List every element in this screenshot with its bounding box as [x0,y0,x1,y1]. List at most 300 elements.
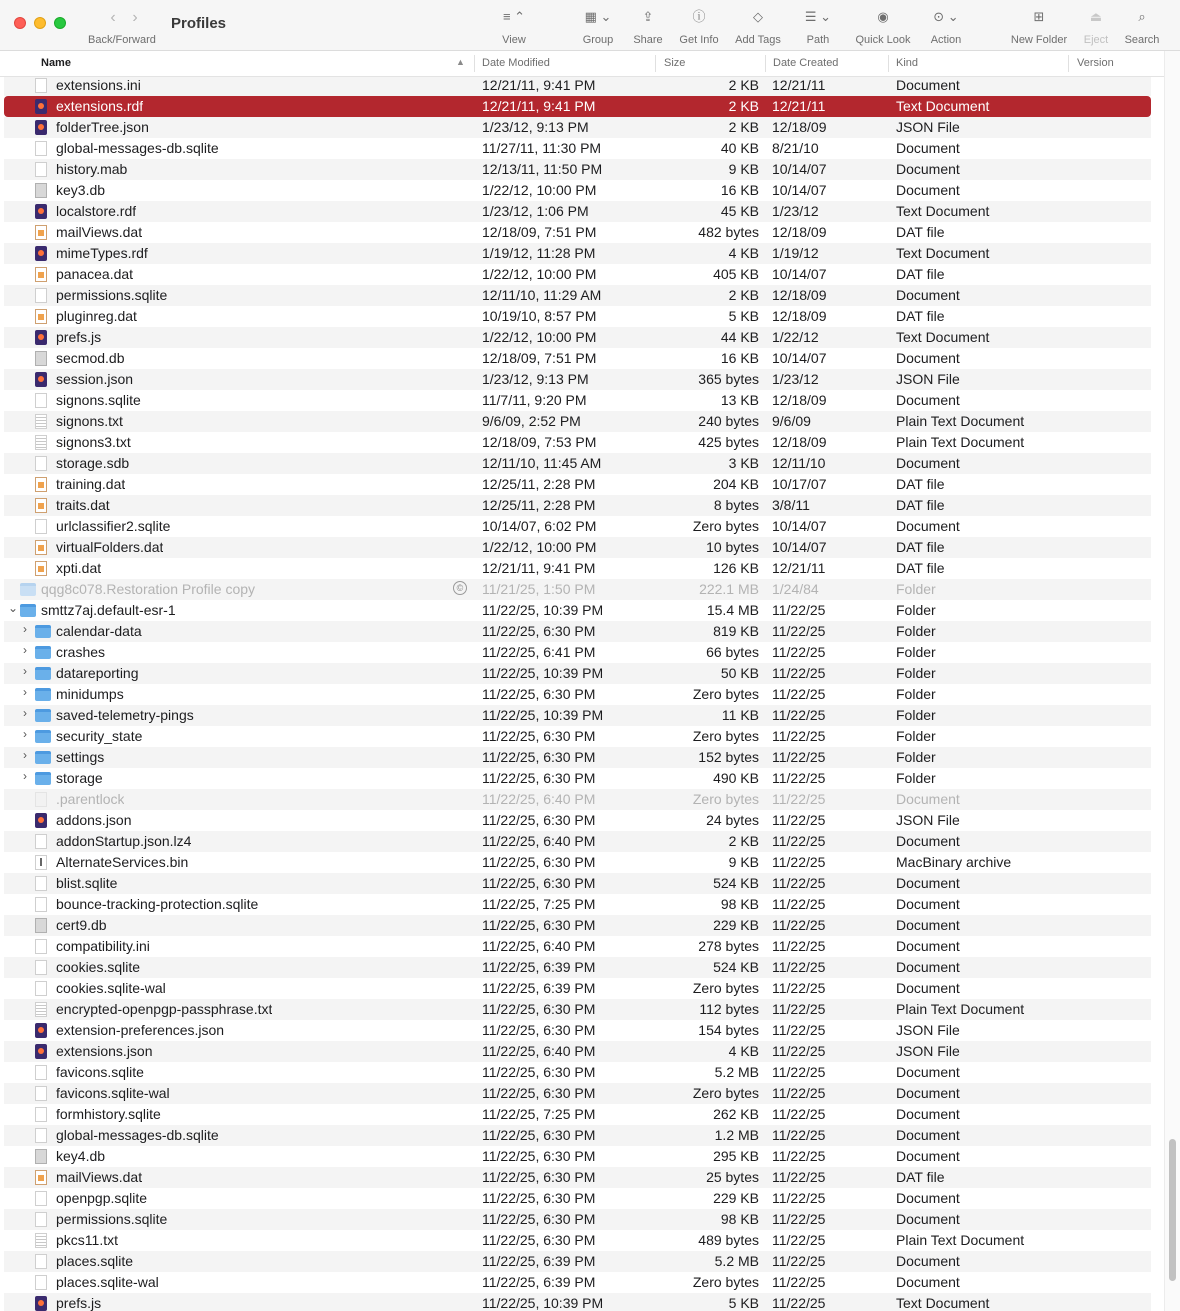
date-modified: 12/21/11, 9:41 PM [482,98,596,114]
file-name: encrypted-openpgp-passphrase.txt [56,1001,273,1017]
file-size: 50 KB [720,665,759,681]
file-kind: Text Document [896,245,990,261]
date-modified: 11/22/25, 6:30 PM [482,1148,596,1164]
file-row[interactable] [4,1293,1151,1311]
file-icon [35,141,47,156]
file-row[interactable] [4,999,1151,1020]
date-created: 3/8/11 [772,497,810,513]
file-row[interactable] [4,1104,1151,1125]
date-created: 11/22/25 [772,707,826,723]
date-created: 11/22/25 [772,854,826,870]
file-size: 9 KB [728,161,759,177]
file-size: 45 KB [720,203,759,219]
search-icon: ⌕ [1138,9,1146,24]
file-kind: JSON File [896,371,960,387]
date-modified: 11/22/25, 6:40 PM [482,938,596,954]
date-created: 11/22/25 [772,917,826,933]
tag-icon: ◇ [753,9,763,24]
file-kind: JSON File [896,1043,960,1059]
toolbar [0,0,1180,51]
file-kind: JSON File [896,1022,960,1038]
column-version[interactable]: Version [1077,57,1114,69]
file-name: crashes [56,644,106,660]
date-modified: 1/23/12, 1:06 PM [482,203,589,219]
file-name: qqg8c078.Restoration Profile copy [41,581,256,597]
date-modified: 1/22/12, 10:00 PM [482,329,597,345]
file-name: history.mab [56,161,128,177]
file-size: 819 KB [713,623,759,639]
file-size: 16 KB [720,182,759,198]
disclosure-collapsed-icon[interactable]: › [23,685,27,699]
date-modified: 11/22/25, 6:30 PM [482,917,596,933]
file-icon [35,288,47,303]
file-size: 8 bytes [713,497,759,513]
column-size[interactable]: Size [664,57,686,69]
date-modified: 12/18/09, 7:51 PM [482,224,597,240]
file-name: global-messages-db.sqlite [56,140,219,156]
file-kind: DAT file [896,497,945,513]
file-kind: DAT file [896,224,945,240]
date-modified: 11/22/25, 6:30 PM [482,1001,596,1017]
file-kind: Text Document [896,1295,990,1311]
folder-row[interactable] [4,747,1151,768]
file-row[interactable] [4,453,1151,474]
file-row[interactable] [4,1020,1151,1041]
folder-row[interactable] [4,621,1151,642]
file-name: xpti.dat [56,560,102,576]
file-row[interactable] [4,77,1151,96]
file-kind: JSON File [896,119,960,135]
date-modified: 11/22/25, 7:25 PM [482,896,596,912]
file-name: bounce-tracking-protection.sqlite [56,896,259,912]
file-size: 278 bytes [698,938,759,954]
file-row[interactable] [4,1167,1151,1188]
file-row[interactable] [4,873,1151,894]
file-name: formhistory.sqlite [56,1106,161,1122]
file-row[interactable] [4,936,1151,957]
file-size: 5.2 MB [714,1253,759,1269]
file-icon [35,1254,47,1269]
file-kind: Document [896,1190,960,1206]
file-list [0,77,1164,1311]
file-icon [35,876,47,891]
file-icon [35,1107,47,1122]
folder-row[interactable] [4,726,1151,747]
file-row[interactable] [4,222,1151,243]
action-icon: ⊙ ⌄ [933,9,959,24]
file-size: 2 KB [728,77,759,93]
file-row[interactable] [4,138,1151,159]
file-row[interactable] [4,306,1151,327]
file-kind: Document [896,896,960,912]
date-modified: 11/22/25, 6:30 PM [482,1190,596,1206]
file-row[interactable] [4,894,1151,915]
file-name: mimeTypes.rdf [56,245,148,261]
window-title: Profiles [171,15,227,32]
folder-row[interactable] [4,600,1151,621]
path-button[interactable]: ☰ ⌄ Path [800,6,836,46]
file-name: prefs.js [56,1295,102,1311]
file-size: 425 bytes [698,434,759,450]
file-icon [35,1065,47,1080]
date-created: 10/14/07 [772,161,827,177]
disclosure-collapsed-icon[interactable]: › [23,727,27,741]
file-icon [35,162,47,177]
file-name: addons.json [56,812,132,828]
file-size: 365 bytes [698,371,759,387]
date-created: 12/18/09 [772,308,827,324]
file-row[interactable] [4,369,1151,390]
minimize-window-button[interactable] [34,17,46,29]
file-icon [35,1086,47,1101]
file-kind: DAT file [896,308,945,324]
file-row[interactable] [4,390,1151,411]
date-created: 11/22/25 [772,1001,826,1017]
file-size: 295 KB [713,1148,759,1164]
file-row[interactable] [4,957,1151,978]
file-name: .parentlock [56,791,125,807]
file-name: settings [56,749,105,765]
date-modified: 1/22/12, 10:00 PM [482,539,597,555]
back-icon[interactable]: ‹ [110,9,116,26]
file-name: panacea.dat [56,266,134,282]
info-icon: ⓘ [692,9,706,24]
date-modified: 11/22/25, 6:30 PM [482,875,596,891]
file-row[interactable] [4,432,1151,453]
file-size: 11 KB [721,707,759,723]
date-modified: 11/22/25, 6:40 PM [482,791,596,807]
folder-row[interactable] [4,579,1151,600]
file-name: localstore.rdf [56,203,137,219]
file-kind: Folder [896,644,936,660]
file-name: global-messages-db.sqlite [56,1127,219,1143]
file-icon [35,939,47,954]
date-created: 10/14/07 [772,182,827,198]
disclosure-collapsed-icon[interactable]: › [23,664,27,678]
date-created: 11/22/25 [772,1043,826,1059]
file-name: favicons.sqlite [56,1064,144,1080]
file-row[interactable] [4,264,1151,285]
file-kind: Plain Text Document [896,413,1025,429]
date-created: 11/22/25 [772,896,826,912]
file-icon [35,1296,47,1311]
file-row[interactable] [4,516,1151,537]
folder-icon [20,604,36,617]
file-size: 15.4 MB [706,602,759,618]
file-icon [35,246,47,261]
file-size: 24 bytes [706,812,759,828]
file-kind: DAT file [896,560,945,576]
file-icon [35,918,47,933]
disclosure-collapsed-icon[interactable]: › [23,769,27,783]
date-created: 1/24/84 [772,581,819,597]
file-row[interactable] [4,96,1151,117]
file-name: cookies.sqlite [56,959,141,975]
file-row[interactable] [4,789,1151,810]
forward-icon[interactable]: › [132,9,138,26]
file-row[interactable] [4,474,1151,495]
file-icon [35,225,47,240]
date-created: 11/22/25 [772,1211,826,1227]
file-name: places.sqlite-wal [56,1274,159,1290]
file-kind: Folder [896,707,936,723]
file-size: 240 bytes [698,413,759,429]
file-row[interactable] [4,1272,1151,1293]
file-icon [35,1023,47,1038]
date-created: 11/22/25 [772,749,826,765]
file-row[interactable] [4,348,1151,369]
file-kind: Document [896,455,960,471]
file-name: storage.sdb [56,455,130,471]
sort-ascending-icon[interactable]: ▲ [456,57,465,67]
file-kind: MacBinary archive [896,854,1012,870]
file-kind: Document [896,518,960,534]
file-icon [35,435,47,450]
file-row[interactable] [4,810,1151,831]
date-modified: 9/6/09, 2:52 PM [482,413,581,429]
file-row[interactable] [4,327,1151,348]
file-name: cookies.sqlite-wal [56,980,166,996]
file-row[interactable] [4,159,1151,180]
date-modified: 11/22/25, 6:39 PM [482,1274,596,1290]
group-button[interactable]: ▦ ⌄ Group [578,6,618,46]
file-kind: Document [896,1253,960,1269]
date-modified: 10/19/10, 8:57 PM [482,308,597,324]
folder-row[interactable] [4,705,1151,726]
file-name: prefs.js [56,329,102,345]
column-header [0,51,1164,77]
back-forward-label: Back/Forward [88,34,156,46]
file-row[interactable] [4,1251,1151,1272]
vertical-scrollbar[interactable] [1164,51,1180,1311]
new-folder-button[interactable]: ⊞ New Folder [1006,6,1072,46]
file-icon [35,981,47,996]
quick-look-button[interactable]: ◉ Quick Look [852,6,914,46]
file-kind: Folder [896,602,936,618]
date-modified: 11/22/25, 6:30 PM [482,1211,596,1227]
file-name: blist.sqlite [56,875,118,891]
date-modified: 11/27/11, 11:30 PM [482,140,602,156]
file-kind: Document [896,1064,960,1080]
file-name: minidumps [56,686,124,702]
file-size: Zero bytes [692,728,759,744]
date-created: 1/19/12 [772,245,819,261]
file-row[interactable] [4,1041,1151,1062]
file-kind: Document [896,980,960,996]
file-row[interactable] [4,411,1151,432]
date-modified: 11/22/25, 6:30 PM [482,1064,596,1080]
file-name: addonStartup.json.lz4 [56,833,192,849]
share-button[interactable]: ⇪ Share [628,6,668,46]
file-row[interactable] [4,831,1151,852]
column-name[interactable]: Name [41,57,71,69]
file-row[interactable] [4,1062,1151,1083]
date-modified: 1/22/12, 10:00 PM [482,182,597,198]
file-row[interactable] [4,1188,1151,1209]
date-modified: 11/22/25, 6:30 PM [482,1169,596,1185]
date-modified: 12/21/11, 9:41 PM [482,77,596,93]
file-size: Zero bytes [692,1085,759,1101]
file-row[interactable] [4,1209,1151,1230]
add-tags-button[interactable]: ◇ Add Tags [731,6,785,46]
file-name: extensions.json [56,1043,153,1059]
file-icon [35,540,47,555]
file-name: urlclassifier2.sqlite [56,518,171,534]
date-created: 11/22/25 [772,1064,826,1080]
file-kind: Document [896,791,960,807]
file-icon [35,78,47,93]
date-modified: 11/22/25, 6:39 PM [482,1253,596,1269]
file-kind: Plain Text Document [896,1001,1025,1017]
copy-status-icon: © [453,581,467,595]
file-kind: Text Document [896,203,990,219]
file-kind: Document [896,833,960,849]
eject-button[interactable]: ⏏ Eject [1080,6,1112,46]
file-name: AlternateServices.bin [56,854,189,870]
file-name: favicons.sqlite-wal [56,1085,170,1101]
file-size: 222.1 MB [699,581,759,597]
file-row[interactable] [4,180,1151,201]
file-row[interactable] [4,495,1151,516]
folder-icon [35,751,51,764]
file-name: storage [56,770,103,786]
zoom-window-button[interactable] [54,17,66,29]
date-created: 11/22/25 [772,602,826,618]
date-created: 12/18/09 [772,287,827,303]
date-created: 12/21/11 [772,77,826,93]
action-button[interactable]: ⊙ ⌄ Action [925,6,967,46]
disclosure-collapsed-icon[interactable]: › [23,622,27,636]
date-modified: 11/22/25, 6:30 PM [482,1022,596,1038]
folder-icon [35,730,51,743]
file-icon [35,267,47,282]
file-kind: DAT file [896,476,945,492]
date-created: 11/22/25 [772,1232,826,1248]
scroll-thumb[interactable] [1169,1139,1176,1281]
date-modified: 11/22/25, 6:30 PM [482,1127,596,1143]
date-modified: 11/22/25, 6:30 PM [482,1232,596,1248]
file-row[interactable] [4,978,1151,999]
column-kind[interactable]: Kind [896,57,919,69]
file-kind: Document [896,140,960,156]
file-icon [35,477,47,492]
date-modified: 1/19/12, 11:28 PM [482,245,596,261]
file-icon [35,1233,47,1248]
file-row[interactable] [4,537,1151,558]
date-created: 11/22/25 [772,728,826,744]
date-modified: 11/22/25, 6:30 PM [482,623,596,639]
date-modified: 12/13/11, 11:50 PM [482,161,603,177]
file-size: 13 KB [720,392,759,408]
file-size: 5.2 MB [714,1064,759,1080]
close-window-button[interactable] [14,17,26,29]
date-modified: 12/21/11, 9:41 PM [482,560,596,576]
folder-row[interactable] [4,684,1151,705]
file-icon [35,1149,47,1164]
file-name: saved-telemetry-pings [56,707,194,723]
file-kind: Folder [896,749,936,765]
file-row[interactable] [4,1125,1151,1146]
file-row[interactable] [4,117,1151,138]
column-date-modified[interactable]: Date Modified [482,57,550,69]
date-modified: 1/23/12, 9:13 PM [482,119,589,135]
file-icon [35,456,47,471]
file-row[interactable] [4,1146,1151,1167]
file-icon [35,309,47,324]
folder-icon [35,709,51,722]
file-name: extensions.rdf [56,98,144,114]
file-size: 524 KB [713,959,759,975]
file-kind: Folder [896,623,936,639]
file-kind: Document [896,182,960,198]
file-row[interactable] [4,852,1151,873]
date-created: 11/22/25 [772,812,826,828]
file-row[interactable] [4,915,1151,936]
file-size: 16 KB [720,350,759,366]
date-modified: 10/14/07, 6:02 PM [482,518,597,534]
file-kind: Plain Text Document [896,434,1025,450]
file-name: signons3.txt [56,434,131,450]
file-name: permissions.sqlite [56,1211,168,1227]
file-name: key3.db [56,182,106,198]
search-button[interactable]: ⌕ Search [1122,6,1162,46]
disclosure-collapsed-icon[interactable]: › [23,706,27,720]
disclosure-collapsed-icon[interactable]: › [23,643,27,657]
file-kind: Document [896,161,960,177]
file-size: 482 bytes [698,224,759,240]
file-kind: DAT file [896,266,945,282]
get-info-button[interactable]: ⓘ Get Info [675,6,723,46]
file-icon [35,834,47,849]
file-row[interactable] [4,285,1151,306]
folder-row[interactable] [4,663,1151,684]
folder-row[interactable] [4,768,1151,789]
date-created: 10/14/07 [772,518,827,534]
file-row[interactable] [4,558,1151,579]
file-size: 152 bytes [698,749,759,765]
file-icon [35,99,47,114]
column-date-created[interactable]: Date Created [773,57,839,69]
disclosure-expanded-icon[interactable]: ⌄ [8,601,19,615]
eye-icon: ◉ [877,9,889,24]
folder-row[interactable] [4,642,1151,663]
new-folder-icon: ⊞ [1033,9,1045,24]
file-kind: Folder [896,581,936,597]
file-size: 490 KB [713,770,759,786]
file-icon [35,498,47,513]
date-created: 11/22/25 [772,623,826,639]
file-icon [35,204,47,219]
file-kind: Document [896,287,960,303]
file-icon [35,372,47,387]
file-size: 229 KB [713,917,759,933]
date-created: 11/22/25 [772,644,826,660]
file-row[interactable] [4,201,1151,222]
date-modified: 11/22/25, 6:41 PM [482,644,596,660]
date-modified: 11/22/25, 6:39 PM [482,980,596,996]
file-kind: Plain Text Document [896,1232,1025,1248]
file-row[interactable] [4,1083,1151,1104]
file-name: extension-preferences.json [56,1022,225,1038]
folder-icon [35,646,51,659]
date-created: 12/21/11 [772,560,826,576]
date-created: 11/22/25 [772,1190,826,1206]
view-button[interactable]: ≡ ⌃ View [498,6,530,46]
file-row[interactable] [4,243,1151,264]
date-created: 11/22/25 [772,1127,826,1143]
disclosure-collapsed-icon[interactable]: › [23,748,27,762]
file-row[interactable] [4,1230,1151,1251]
